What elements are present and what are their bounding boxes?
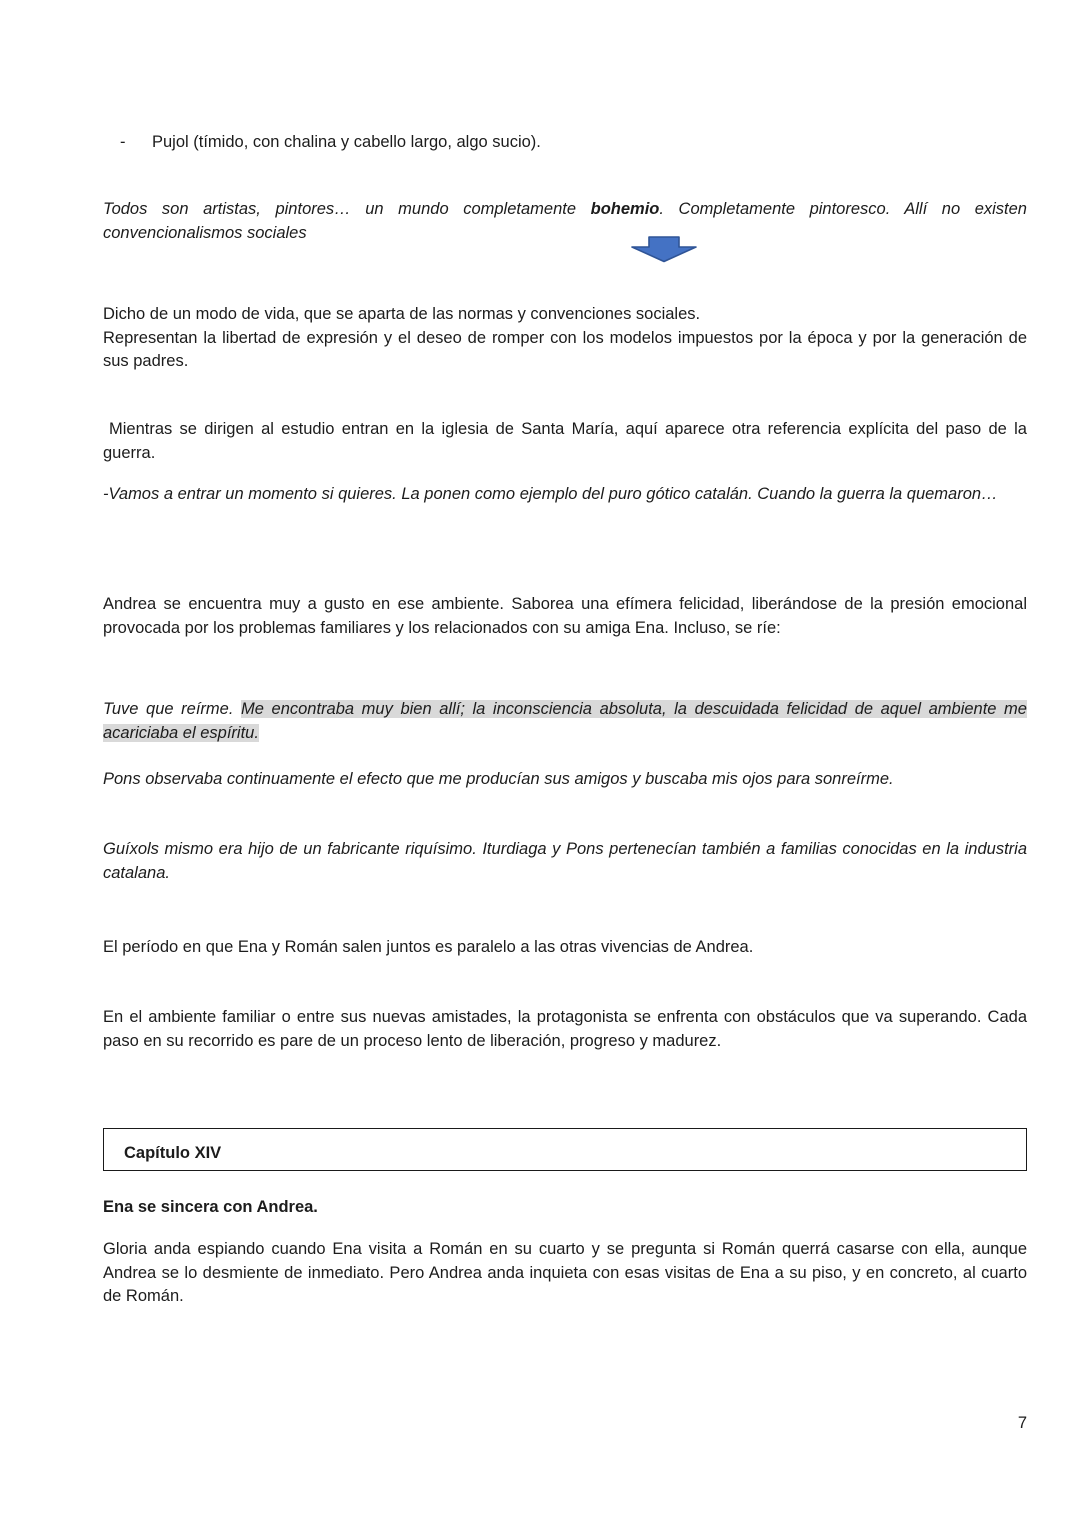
quote-vamos: -Vamos a entrar un momento si quieres. La ponen como ejemplo del puro gótico catalán. Cuando la guerra la quemaron… <box>103 485 998 503</box>
down-arrow-icon <box>630 236 698 263</box>
quote-bohemio <box>103 198 1027 245</box>
bullet-dash: - <box>120 133 126 151</box>
quote-bohemio-bold-word: bohemio <box>590 200 660 218</box>
paragraph-dicho-line: Dicho de un modo de vida, que se aparta de las normas y convenciones sociales. <box>103 305 701 323</box>
paragraph-andrea: Andrea se encuentra muy a gusto en ese ambiente. Saborea una efímera felicidad, liberándose de la presión emocional provocada por los problemas familiares y los relacionados con su amiga Ena. Incluso, se ríe: <box>103 595 1027 637</box>
paragraph-representan: Representan la libertad de expresión y el deseo de romper con los modelos impuestos por la época y por la generación de sus padres. <box>103 328 1027 370</box>
paragraph-ambiente: En el ambiente familiar o entre sus nuevas amistades, la protagonista se enfrenta con obstáculos que va superando. Cada paso en su recorrido es pare de un proceso lento de liberación, progreso y madurez. <box>103 1008 1027 1050</box>
bullet-item <box>103 131 1076 155</box>
section-subheading: Ena se sincera con Andrea. <box>103 1198 318 1216</box>
quote-bohemio-pre: Todos son artistas, pintores… un mundo completamente <box>103 200 591 218</box>
quote-tuve-plain: Tuve que reírme. <box>103 700 242 718</box>
paragraph-gloria: Gloria anda espiando cuando Ena visita a Román en su cuarto y se pregunta si Román querrá casarse con ella, aunque Andrea se lo desmiente de inmediato. Pero Andrea anda inquieta con esas visitas de Ena a su piso, y en concreto, al cuarto de Román. <box>103 1240 1027 1305</box>
paragraph-periodo: El período en que Ena y Román salen juntos es paralelo a las otras vivencias de Andrea. <box>103 938 754 956</box>
bullet-text: Pujol (tímido, con chalina y cabello largo, algo sucio). <box>152 133 541 151</box>
chapter-heading-box <box>103 1128 1027 1171</box>
page-number: 7 <box>1017 1414 1027 1432</box>
quote-bohemio-post: . Completamente pintoresco. Allí no existen convencionalismos sociales <box>103 200 1027 242</box>
quote-pons: Pons observaba continuamente el efecto que me producían sus amigos y buscaba mis ojos para sonreírme. <box>103 770 894 788</box>
quote-guixols: Guíxols mismo era hijo de un fabricante riquísimo. Iturdiaga y Pons pertenecían también a familias conocidas en la industria catalana. <box>103 840 1027 882</box>
quote-tuve-highlighted: Me encontraba muy bien allí; la inconsciencia absoluta, la descuidada felicidad de aquel ambiente me acariciaba el espíritu. <box>103 700 1027 742</box>
paragraph-mientras: Mientras se dirigen al estudio entran en la iglesia de Santa María, aquí aparece otra referencia explícita del paso de la guerra. <box>103 420 1027 462</box>
paragraph-dicho <box>103 303 1027 374</box>
quote-tuve <box>103 698 1027 745</box>
chapter-heading: Capítulo XIV <box>124 1144 222 1162</box>
